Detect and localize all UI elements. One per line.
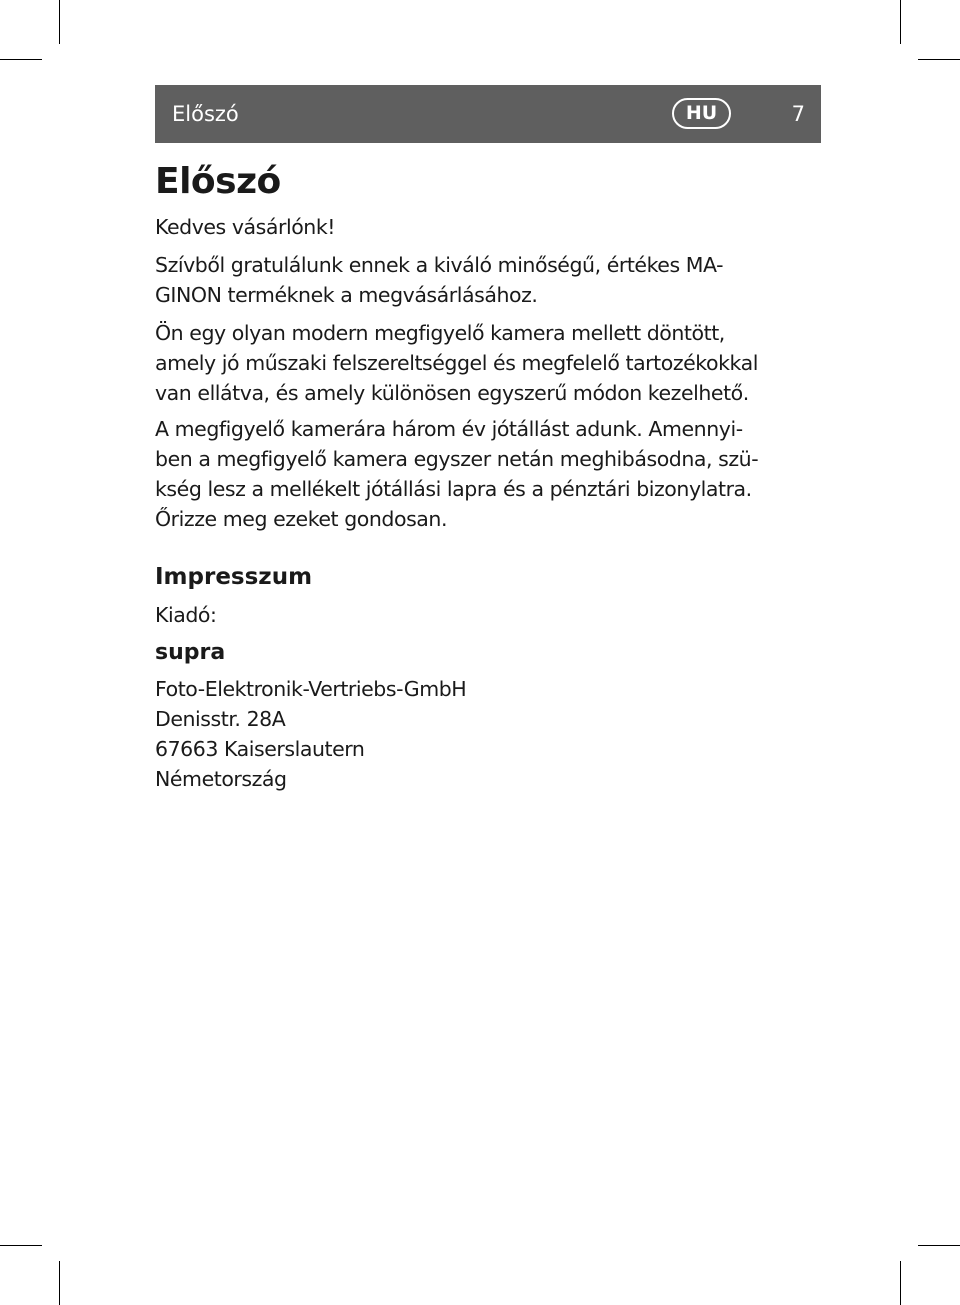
language-badge: HU [672,98,731,129]
text-line: amely jó műszaki felszereltséggel és megfelelő tartozékokkal [155,351,758,375]
greeting: Kedves vásárlónk! [155,215,336,239]
text-line: Ön egy olyan modern megfigyelő kamera mellett döntött, [155,321,725,345]
impressum-heading: Impresszum [155,564,313,590]
publisher-address [155,674,825,794]
crop-mark [59,1261,60,1305]
page-title: Előszó [155,161,281,202]
page-content [155,158,825,794]
paragraph-warranty [155,414,825,534]
page-header-bar [155,85,821,143]
section-title: Előszó [172,102,239,126]
paragraph-product [155,318,825,408]
text-line: van ellátva, és amely különösen egyszerű módon kezelhető. [155,381,749,405]
address-line: 67663 Kaiserslautern [155,737,365,761]
crop-mark [900,0,901,44]
paragraph-congratulations [155,250,825,310]
crop-mark [0,1245,42,1246]
crop-mark [918,59,960,60]
crop-mark [0,59,42,60]
text-line: ben a megfigyelő kamera egyszer netán meghibásodna, szü- [155,447,759,471]
page-number: 7 [791,102,805,126]
address-line: Denisstr. 28A [155,707,286,731]
address-line: Németország [155,767,287,791]
publisher-label: Kiadó: [155,603,217,627]
text-line: GINON terméknek a megvásárlásához. [155,283,538,307]
text-line: Szívből gratulálunk ennek a kiváló minőségű, értékes MA- [155,253,724,277]
text-line: kség lesz a mellékelt jótállási lapra és a pénztári bizonylatra. [155,477,752,501]
text-line: A megfigyelő kamerára három év jótállást adunk. Amennyi- [155,417,743,441]
supra-logo: supra [155,640,226,665]
crop-mark [59,0,60,44]
text-line: Őrizze meg ezeket gondosan. [155,507,448,531]
address-line: Foto-Elektronik-Vertriebs-GmbH [155,677,467,701]
crop-mark [900,1261,901,1305]
crop-mark [918,1245,960,1246]
